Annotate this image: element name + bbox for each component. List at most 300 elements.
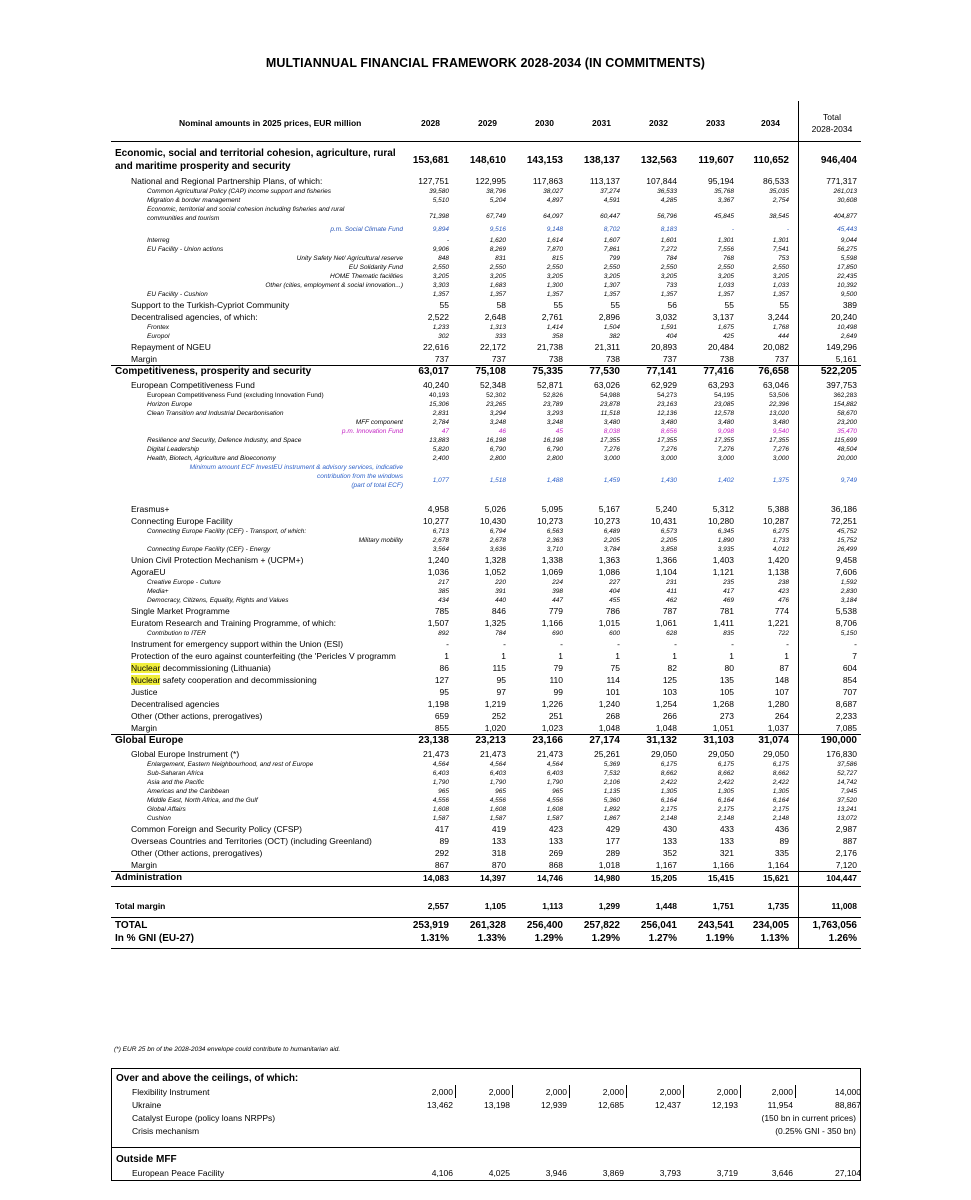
year-cell: 107,844 xyxy=(646,176,677,186)
year-cell: 97 xyxy=(496,687,506,697)
year-cell: 1,601 xyxy=(660,237,677,244)
year-cell: 6,403 xyxy=(489,770,506,777)
year-cell: 60,447 xyxy=(600,213,620,220)
year-cell: 1,233 xyxy=(432,324,449,331)
year-cell: 1,198 xyxy=(427,699,449,709)
year-cell: - xyxy=(786,226,789,233)
year-cell: 1,018 xyxy=(598,860,620,870)
year-cell: 35,768 xyxy=(714,188,734,195)
year-cell: 8,702 xyxy=(603,226,620,233)
total-cell: 854 xyxy=(842,675,857,685)
year-cell: 867 xyxy=(434,860,449,870)
total-cell: 3,184 xyxy=(840,597,857,604)
row-label-line: Global Europe xyxy=(115,735,184,746)
year-cell: 87 xyxy=(779,663,789,673)
year-cell: 4,564 xyxy=(546,761,563,768)
year-cell: 15,621 xyxy=(763,873,789,883)
row-label xyxy=(131,748,403,760)
year-cell: 2,175 xyxy=(660,806,677,813)
total-cell: 9,749 xyxy=(840,477,857,484)
year-cell: 6,403 xyxy=(432,770,449,777)
year-cell: 95 xyxy=(496,675,506,685)
header-rule xyxy=(111,141,861,142)
year-cell: 27,174 xyxy=(589,735,620,746)
over-and-above-table xyxy=(111,1068,861,1181)
year-cell: 110 xyxy=(549,675,563,685)
table-row xyxy=(111,187,861,196)
year-cell: 1,313 xyxy=(489,324,506,331)
year-cell: 54,273 xyxy=(657,392,677,399)
row-label xyxy=(131,859,403,871)
year-cell: 12,193 xyxy=(712,1100,738,1110)
year-cell: 333 xyxy=(495,333,506,340)
year-cell: 2,148 xyxy=(660,815,677,822)
row-label-line: Union Civil Protection Mechanism + (UCPM+) xyxy=(131,555,304,565)
row-label xyxy=(147,545,403,554)
year-cell: 10,280 xyxy=(708,516,734,526)
year-cell: 785 xyxy=(434,606,449,616)
row-label-line: Other (cities, employment & social innovation...) xyxy=(265,282,403,289)
row-label xyxy=(147,205,403,223)
table-row xyxy=(111,787,861,796)
year-cell: 29,050 xyxy=(651,749,677,759)
table-row xyxy=(111,545,861,554)
year-cell: 1,301 xyxy=(772,237,789,244)
year-cell: 3,710 xyxy=(546,546,563,553)
year-cell: 7,556 xyxy=(717,246,734,253)
year-cell: 3,480 xyxy=(772,419,789,426)
row-label xyxy=(151,224,403,236)
year-cell: 23,789 xyxy=(543,401,563,408)
section-rule xyxy=(111,917,861,918)
year-cell: 13,198 xyxy=(484,1100,510,1110)
year-cell: 3,137 xyxy=(712,312,734,322)
year-cell: 2,550 xyxy=(432,264,449,271)
year-cell: 1,608 xyxy=(432,806,449,813)
row-label-line: Connecting Europe Facility (CEF) - Energy xyxy=(147,546,271,553)
year-cell: 1.29% xyxy=(591,933,620,944)
year-cell: 1,357 xyxy=(717,291,734,298)
year-cell: 10,287 xyxy=(763,516,789,526)
table-row xyxy=(111,454,861,463)
year-cell: 2,000 xyxy=(716,1087,738,1097)
table-row xyxy=(111,409,861,418)
year-cell: 52,302 xyxy=(486,392,506,399)
row-label xyxy=(115,933,403,945)
year-cell: 1,300 xyxy=(546,282,563,289)
row-label xyxy=(131,554,403,566)
table-row xyxy=(111,710,861,722)
row-label xyxy=(147,332,403,341)
year-cell: 2,557 xyxy=(427,901,449,911)
year-cell: 63,293 xyxy=(708,380,734,390)
year-cell: 1.13% xyxy=(760,933,789,944)
year-cell: 3,946 xyxy=(545,1168,567,1178)
year-cell: 75 xyxy=(610,663,620,673)
year-cell: 9,516 xyxy=(489,226,506,233)
table-row xyxy=(111,554,861,566)
row-label-line: European Competitiveness Fund xyxy=(131,380,255,390)
header-total: Total xyxy=(823,112,841,122)
year-cell: 5,026 xyxy=(484,504,506,514)
year-cell: 738 xyxy=(605,354,620,364)
year-cell: 1.33% xyxy=(477,933,506,944)
total-cell: 26,499 xyxy=(837,546,857,553)
table-row xyxy=(111,503,861,515)
table-row xyxy=(112,1100,860,1112)
year-cell: 2,550 xyxy=(489,264,506,271)
row-label xyxy=(131,823,403,835)
year-cell: 1,325 xyxy=(484,618,506,628)
table-row xyxy=(111,515,861,527)
total-cell: 604 xyxy=(842,663,857,673)
row-label-line: Other (Other actions, prerogatives) xyxy=(131,711,263,721)
year-cell: 1,166 xyxy=(541,618,563,628)
year-cell: 99 xyxy=(553,687,563,697)
table-row xyxy=(111,835,861,847)
table-row xyxy=(111,527,861,536)
year-cell: 7,532 xyxy=(603,770,620,777)
row-label xyxy=(147,778,403,787)
year-cell: 8,662 xyxy=(772,770,789,777)
year-cell: 79 xyxy=(553,663,563,673)
total-cell: 22,435 xyxy=(837,273,857,280)
year-cell: 15,415 xyxy=(708,873,734,883)
year-cell: 256,041 xyxy=(640,920,677,931)
year-cell: 398 xyxy=(552,588,563,595)
year-cell: 1,683 xyxy=(489,282,506,289)
total-cell: 362,283 xyxy=(833,392,857,399)
year-cell: 17,355 xyxy=(600,437,620,444)
row-label-line: Justice xyxy=(131,687,158,697)
year-cell: 965 xyxy=(495,788,506,795)
year-cell: 264 xyxy=(774,711,789,721)
document-title: MULTIANNUAL FINANCIAL FRAMEWORK 2028-2034 (IN COMMITMENTS) xyxy=(265,56,706,70)
year-cell: 1 xyxy=(784,651,789,661)
year-cell: 122,995 xyxy=(475,176,506,186)
total-cell: 2,987 xyxy=(835,824,857,834)
row-label-line: safety cooperation and decommissioning xyxy=(160,675,317,685)
year-cell: 1,357 xyxy=(546,291,563,298)
year-cell: 29,050 xyxy=(763,749,789,759)
row-label-line: contribution from the windows xyxy=(317,473,403,480)
year-cell: 5,095 xyxy=(541,504,563,514)
year-cell: 143,153 xyxy=(526,155,563,166)
year-cell: 35,035 xyxy=(769,188,789,195)
year-cell: 4,897 xyxy=(546,197,563,204)
year-cell: 5,820 xyxy=(432,446,449,453)
year-cell: 148 xyxy=(774,675,789,685)
year-cell: 4,591 xyxy=(603,197,620,204)
total-cell: 56,275 xyxy=(837,246,857,253)
year-cell: 2,678 xyxy=(432,537,449,544)
table-row xyxy=(111,662,861,674)
total-cell: 15,752 xyxy=(837,537,857,544)
year-cell: 125 xyxy=(662,675,677,685)
row-label-line: Common Agricultural Policy (CAP) income support and fisheries xyxy=(147,188,331,195)
year-cell: 2,896 xyxy=(598,312,620,322)
total-cell: 946,404 xyxy=(820,155,857,166)
year-cell: 4,564 xyxy=(489,761,506,768)
total-cell: 5,150 xyxy=(840,630,857,637)
total-cell: 37,520 xyxy=(837,797,857,804)
row-label-line: p.m. Social Climate Fund xyxy=(330,226,403,233)
row-label: European Peace Facility xyxy=(132,1168,225,1178)
year-cell: 5,360 xyxy=(603,797,620,804)
year-cell: 133 xyxy=(491,836,506,846)
row-label xyxy=(147,245,403,254)
row-label xyxy=(147,805,403,814)
table-row xyxy=(111,650,861,662)
year-cell: 251 xyxy=(548,711,563,721)
year-cell: 5,240 xyxy=(655,504,677,514)
table-row xyxy=(112,1126,860,1138)
row-label-line: Creative Europe - Culture xyxy=(147,579,221,586)
year-cell: 3,480 xyxy=(603,419,620,426)
year-cell: 266 xyxy=(662,711,677,721)
row-label xyxy=(115,147,403,173)
year-cell: 23,265 xyxy=(486,401,506,408)
year-cell: 63,017 xyxy=(418,366,449,377)
row-label xyxy=(147,445,403,454)
total-cell: 48,504 xyxy=(837,446,857,453)
year-cell: 17,355 xyxy=(769,437,789,444)
year-cell: 10,273 xyxy=(594,516,620,526)
cell-tick xyxy=(626,1085,627,1098)
table-row xyxy=(111,436,861,445)
year-cell: 153,681 xyxy=(412,155,449,166)
row-label-line: Global Europe Instrument (*) xyxy=(131,749,240,759)
year-cell: 447 xyxy=(552,597,563,604)
total-cell: 104,447 xyxy=(826,873,857,883)
year-cell: 3,205 xyxy=(432,273,449,280)
table-row xyxy=(111,445,861,454)
year-cell: 23,166 xyxy=(532,735,563,746)
section-heading-row xyxy=(111,734,861,748)
year-cell: 1,420 xyxy=(767,555,789,565)
table-row xyxy=(111,629,861,638)
year-cell: 799 xyxy=(609,255,620,262)
row-label xyxy=(131,638,403,650)
year-cell: 1,411 xyxy=(713,618,734,628)
year-cell: 1,037 xyxy=(767,723,789,733)
year-cell: 1 xyxy=(615,651,620,661)
year-cell: 52,826 xyxy=(543,392,563,399)
year-cell: 1,402 xyxy=(717,477,734,484)
row-label-line: decommissioning (Lithuania) xyxy=(160,663,271,673)
row-label-line: Margin xyxy=(131,860,157,870)
year-cell: 6,275 xyxy=(772,528,789,535)
year-cell: 7,276 xyxy=(772,446,789,453)
total-cell: 115,699 xyxy=(833,437,857,444)
outside-mff-rule xyxy=(112,1147,860,1148)
total-cell: 7,606 xyxy=(835,567,857,577)
year-cell: 25,261 xyxy=(594,749,620,759)
row-label-line: MFF component xyxy=(355,419,403,426)
total-cell: 154,882 xyxy=(833,401,857,408)
row-label-line: Economic, territorial and social cohesion including fisheries and rural xyxy=(147,206,345,213)
year-cell: 2,148 xyxy=(717,815,734,822)
row-label xyxy=(131,698,403,710)
year-cell: 3,000 xyxy=(603,455,620,462)
header-year: 2033 xyxy=(706,118,725,128)
row-label xyxy=(131,503,403,515)
row-note: (0.25% GNI - 350 bn) xyxy=(775,1126,856,1136)
total-cell: 14,742 xyxy=(837,779,857,786)
year-cell: 3,480 xyxy=(717,419,734,426)
row-label xyxy=(131,311,403,323)
year-cell: 1,051 xyxy=(712,723,734,733)
year-cell: 3,293 xyxy=(546,410,563,417)
total-cell: 13,241 xyxy=(837,806,857,813)
year-cell: 3,205 xyxy=(546,273,563,280)
year-cell: 3,646 xyxy=(771,1168,793,1178)
row-label xyxy=(147,409,403,418)
year-cell: 2,761 xyxy=(541,312,563,322)
year-cell: 1,375 xyxy=(772,477,789,484)
row-label-line: Sub-Saharan Africa xyxy=(147,770,204,777)
table-row xyxy=(111,332,861,341)
year-cell: 3,205 xyxy=(717,273,734,280)
year-cell: 1,221 xyxy=(767,618,789,628)
year-cell: - xyxy=(731,226,734,233)
total-cell: 8,687 xyxy=(835,699,857,709)
year-cell: 690 xyxy=(552,630,563,637)
year-cell: 444 xyxy=(778,333,789,340)
year-cell: - xyxy=(786,639,789,649)
year-cell: 252 xyxy=(491,711,506,721)
table-row xyxy=(111,245,861,254)
year-cell: 382 xyxy=(609,333,620,340)
year-cell: 127,751 xyxy=(418,176,449,186)
year-cell: 224 xyxy=(552,579,563,586)
year-cell: 870 xyxy=(491,860,506,870)
year-cell: 423 xyxy=(778,588,789,595)
year-cell: 1,104 xyxy=(655,567,677,577)
year-cell: 15,205 xyxy=(651,873,677,883)
year-cell: 7,541 xyxy=(772,246,789,253)
header-year: 2032 xyxy=(649,118,668,128)
row-label xyxy=(147,596,403,605)
row-label-line: Minimum amount ECF InvestEU instrument & advisory services, indicative xyxy=(189,464,403,471)
year-cell: 53,506 xyxy=(769,392,789,399)
year-cell: 737 xyxy=(662,354,677,364)
year-cell: 1,733 xyxy=(772,537,789,544)
year-cell: 31,103 xyxy=(703,735,734,746)
year-cell: 1,366 xyxy=(655,555,677,565)
row-label-line: Americas and the Caribbean xyxy=(147,788,230,795)
row-label xyxy=(115,871,403,885)
year-cell: 3,793 xyxy=(659,1168,681,1178)
year-cell: 12,437 xyxy=(655,1100,681,1110)
total-cell: 9,500 xyxy=(840,291,857,298)
year-cell: 119,607 xyxy=(698,155,734,166)
total-cell: 37,586 xyxy=(837,761,857,768)
year-cell: 2,648 xyxy=(484,312,506,322)
year-cell: 1,240 xyxy=(598,699,620,709)
row-label xyxy=(131,341,403,353)
year-cell: 3,205 xyxy=(603,273,620,280)
year-cell: 55 xyxy=(439,300,449,310)
year-cell: 6,164 xyxy=(717,797,734,804)
total-cell: 176,830 xyxy=(826,749,857,759)
total-cell: 36,186 xyxy=(831,504,857,514)
year-cell: 628 xyxy=(666,630,677,637)
year-cell: 63,026 xyxy=(594,380,620,390)
table-row xyxy=(111,427,861,436)
year-cell: 40,193 xyxy=(429,392,449,399)
year-cell: 3,205 xyxy=(660,273,677,280)
total-cell: 5,538 xyxy=(835,606,857,616)
year-cell: 7,276 xyxy=(603,446,620,453)
year-cell: 12,939 xyxy=(541,1100,567,1110)
year-cell: 318 xyxy=(491,848,506,858)
total-cell: 14,000 xyxy=(835,1087,861,1097)
year-cell: 9,148 xyxy=(546,226,563,233)
year-cell: 11,518 xyxy=(600,410,620,417)
row-label-line: Horizon Europe xyxy=(147,401,193,408)
year-cell: 52,348 xyxy=(480,380,506,390)
year-cell: 5,510 xyxy=(432,197,449,204)
total-cell: 45,443 xyxy=(837,226,857,233)
year-cell: 67,749 xyxy=(486,213,506,220)
row-label-line: Protection of the euro against counterfeiting (the 'Pericles V programm xyxy=(131,651,396,661)
table-row xyxy=(111,400,861,409)
year-cell: 6,790 xyxy=(489,446,506,453)
year-cell: 12,685 xyxy=(598,1100,624,1110)
year-cell: 86,533 xyxy=(763,176,789,186)
total-cell: 20,240 xyxy=(831,312,857,322)
table-header xyxy=(111,101,861,141)
year-cell: 1,488 xyxy=(546,477,563,484)
row-label-line: Support to the Turkish-Cypriot Community xyxy=(131,300,290,310)
total-cell: 771,317 xyxy=(826,176,857,186)
year-cell: 1,219 xyxy=(484,699,506,709)
year-cell: 6,345 xyxy=(717,528,734,535)
year-cell: 6,573 xyxy=(660,528,677,535)
year-cell: 391 xyxy=(495,588,506,595)
row-label xyxy=(147,629,403,638)
year-cell: 1 xyxy=(672,651,677,661)
year-cell: 1,357 xyxy=(660,291,677,298)
table-row xyxy=(111,290,861,299)
cell-tick xyxy=(683,1085,684,1098)
year-cell: - xyxy=(446,237,449,244)
year-cell: 1,892 xyxy=(603,806,620,813)
year-cell: 7,861 xyxy=(603,246,620,253)
row-label-line: Clean Transition and Industrial Decarbonisation xyxy=(147,410,284,417)
row-label-line: Migration & border management xyxy=(147,197,241,204)
year-cell: 3,367 xyxy=(717,197,734,204)
table-row xyxy=(111,391,861,400)
year-cell: 243,541 xyxy=(697,920,734,931)
year-cell: 835 xyxy=(723,630,734,637)
year-cell: 6,164 xyxy=(772,797,789,804)
year-cell: 965 xyxy=(438,788,449,795)
total-cell: 35,470 xyxy=(837,428,857,435)
year-cell: 22,616 xyxy=(423,342,449,352)
year-cell: 47 xyxy=(441,428,449,435)
year-cell: 113,137 xyxy=(589,176,620,186)
year-cell: 302 xyxy=(438,333,449,340)
year-cell: 404 xyxy=(666,333,677,340)
year-cell: 1,307 xyxy=(603,282,620,289)
year-cell: 107 xyxy=(774,687,789,697)
year-cell: 133 xyxy=(548,836,563,846)
year-cell: 722 xyxy=(778,630,789,637)
row-label-line: Decentralised agencies xyxy=(131,699,220,709)
year-cell: 5,369 xyxy=(603,761,620,768)
